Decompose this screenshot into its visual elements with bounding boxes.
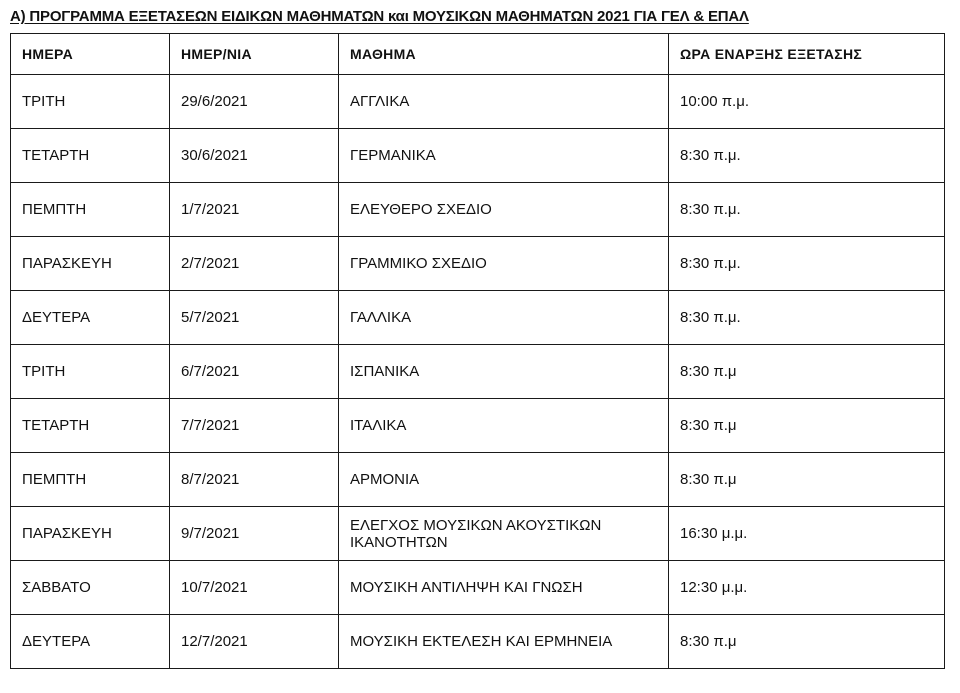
cell-date: 2/7/2021 (170, 237, 339, 291)
table-header-row (11, 34, 945, 75)
cell-time: 16:30 μ.μ. (669, 507, 945, 561)
cell-day: ΣΑΒΒΑΤΟ (11, 561, 170, 615)
table-row (11, 183, 945, 237)
cell-subject: ΙΤΑΛΙΚΑ (339, 399, 669, 453)
cell-subject: ΓΑΛΛΙΚΑ (339, 291, 669, 345)
column-header-day: ΗΜΕΡΑ (11, 34, 170, 75)
cell-day: ΤΕΤΑΡΤΗ (11, 129, 170, 183)
cell-date: 5/7/2021 (170, 291, 339, 345)
table-row (11, 345, 945, 399)
cell-day: ΠΑΡΑΣΚΕΥΗ (11, 237, 170, 291)
cell-day: ΠΕΜΠΤΗ (11, 183, 170, 237)
cell-subject: ΜΟΥΣΙΚΗ ΕΚΤΕΛΕΣΗ ΚΑΙ ΕΡΜΗΝΕΙΑ (339, 615, 669, 669)
cell-date: 30/6/2021 (170, 129, 339, 183)
cell-day: ΔΕΥΤΕΡΑ (11, 615, 170, 669)
cell-subject: ΓΕΡΜΑΝΙΚΑ (339, 129, 669, 183)
cell-time: 8:30 π.μ (669, 399, 945, 453)
cell-date: 7/7/2021 (170, 399, 339, 453)
cell-time: 8:30 π.μ. (669, 129, 945, 183)
table-row (11, 615, 945, 669)
cell-date: 1/7/2021 (170, 183, 339, 237)
table-row (11, 453, 945, 507)
table-row (11, 399, 945, 453)
table-row (11, 561, 945, 615)
column-header-start-time: ΩΡΑ ΕΝΑΡΞΗΣ ΕΞΕΤΑΣΗΣ (669, 34, 945, 75)
cell-time: 8:30 π.μ (669, 615, 945, 669)
cell-date: 9/7/2021 (170, 507, 339, 561)
table-row (11, 75, 945, 129)
cell-day: ΤΕΤΑΡΤΗ (11, 399, 170, 453)
table-row (11, 129, 945, 183)
table-row (11, 237, 945, 291)
cell-time: 8:30 π.μ. (669, 237, 945, 291)
cell-time: 12:30 μ.μ. (669, 561, 945, 615)
cell-date: 29/6/2021 (170, 75, 339, 129)
cell-subject: ΕΛΕΓΧΟΣ ΜΟΥΣΙΚΩΝ ΑΚΟΥΣΤΙΚΩΝ ΙΚΑΝΟΤΗΤΩΝ (339, 507, 669, 561)
cell-subject: ΑΡΜΟΝΙΑ (339, 453, 669, 507)
cell-time: 8:30 π.μ (669, 453, 945, 507)
cell-subject: ΓΡΑΜΜΙΚΟ ΣΧΕΔΙΟ (339, 237, 669, 291)
cell-day: ΤΡΙΤΗ (11, 75, 170, 129)
table-row (11, 291, 945, 345)
cell-subject: ΕΛΕΥΘΕΡΟ ΣΧΕΔΙΟ (339, 183, 669, 237)
column-header-date: ΗΜΕΡ/ΝΙΑ (170, 34, 339, 75)
cell-time: 10:00 π.μ. (669, 75, 945, 129)
exam-schedule-table (10, 33, 945, 669)
column-header-subject: ΜΑΘΗΜΑ (339, 34, 669, 75)
cell-day: ΠΕΜΠΤΗ (11, 453, 170, 507)
cell-day: ΤΡΙΤΗ (11, 345, 170, 399)
document-heading: Α) ΠΡΟΓΡΑΜΜΑ ΕΞΕΤΑΣΕΩΝ ΕΙΔΙΚΩΝ ΜΑΘΗΜΑΤΩΝ και ΜΟΥΣΙΚΩΝ ΜΑΘΗΜΑΤΩΝ 2021 ΓΙΑ ΓΕΛ & ΕΠΑΛ (10, 8, 749, 25)
cell-time: 8:30 π.μ. (669, 291, 945, 345)
cell-subject: ΑΓΓΛΙΚΑ (339, 75, 669, 129)
cell-time: 8:30 π.μ (669, 345, 945, 399)
cell-date: 10/7/2021 (170, 561, 339, 615)
cell-subject: ΙΣΠΑΝΙΚΑ (339, 345, 669, 399)
table-row (11, 507, 945, 561)
cell-date: 6/7/2021 (170, 345, 339, 399)
cell-date: 8/7/2021 (170, 453, 339, 507)
cell-day: ΠΑΡΑΣΚΕΥΗ (11, 507, 170, 561)
cell-day: ΔΕΥΤΕΡΑ (11, 291, 170, 345)
cell-date: 12/7/2021 (170, 615, 339, 669)
cell-subject: ΜΟΥΣΙΚΗ ΑΝΤΙΛΗΨΗ ΚΑΙ ΓΝΩΣΗ (339, 561, 669, 615)
cell-time: 8:30 π.μ. (669, 183, 945, 237)
